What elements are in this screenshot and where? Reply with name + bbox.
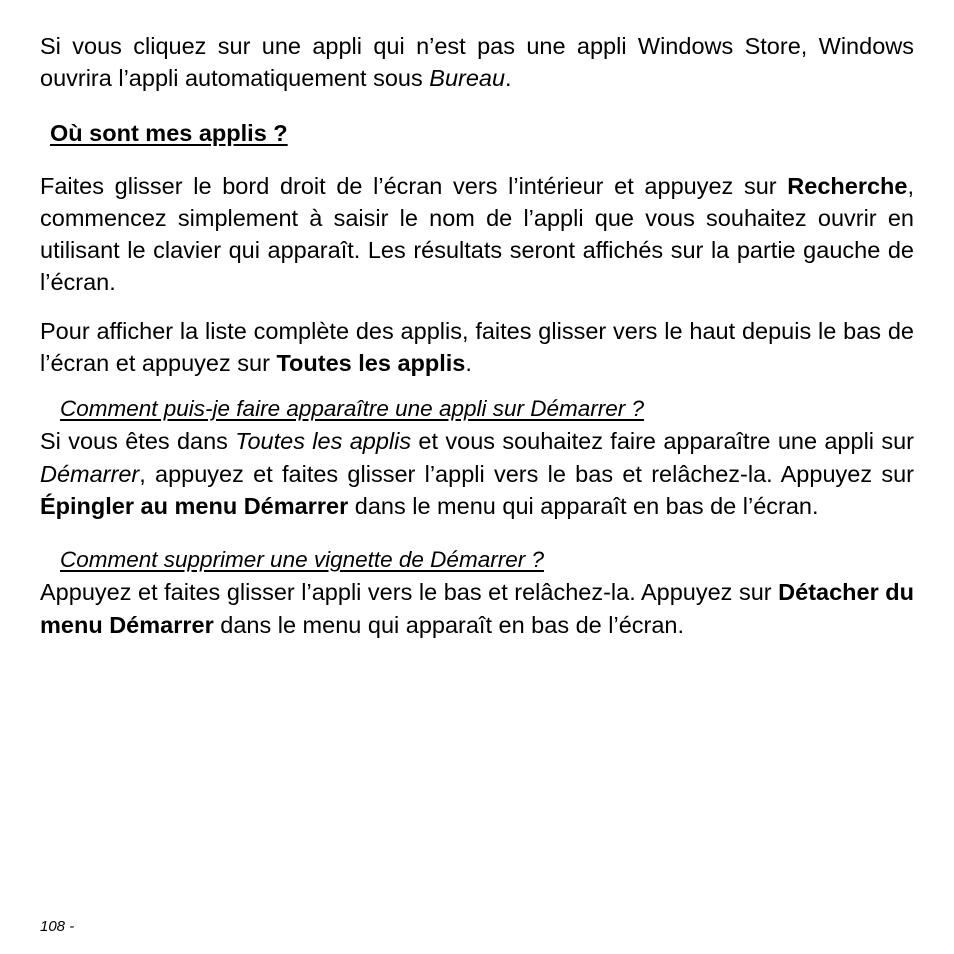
faq-question-2: Comment supprimer une vignette de Démarrer ? — [60, 547, 544, 573]
page-content — [40, 30, 914, 641]
section-paragraph-1: Faites glisser le bord droit de l’écran vers l’intérieur et appuyez sur Recherche, commencez simplement à saisir le nom de l’appli que vous souhaitez ouvrir en utilisant le clavier qui apparaît. Les résultats seront affichés sur la partie gauche de l’écran. — [40, 172, 914, 296]
faq-question-1: Comment puis-je faire apparaître une appli sur Démarrer ? — [60, 396, 645, 422]
detacher-term: Détacher du menu Démarrer — [40, 579, 914, 638]
intro-emphasis: Bureau — [429, 65, 506, 92]
section-heading: Où sont mes applis ? — [50, 119, 288, 146]
page-number: 108 - — [40, 918, 75, 935]
toutes-les-applis-term: Toutes les applis — [276, 350, 466, 377]
faq-answer-2: Appuyez et faites glisser l’appli vers le bas et relâchez-la. Appuyez sur Détacher du menu Démarrer dans le menu qui apparaît en bas de l’écran. — [40, 579, 914, 638]
intro-paragraph — [40, 30, 914, 95]
intro-text-2: . — [505, 65, 512, 92]
faq-answer-1: Si vous êtes dans Toutes les applis et vous souhaitez faire apparaître une appli sur Démarrer, appuyez et faites glisser l’appli vers le bas et relâchez-la. Appuyez sur Épingler au menu Démarrer dans le menu qui apparaît en bas de l’écran. — [40, 428, 914, 519]
section-paragraph-2: Pour afficher la liste complète des applis, faites glisser vers le haut depuis le bas de l’écran et appuyez sur Toutes les applis. — [40, 317, 914, 377]
recherche-term: Recherche — [787, 172, 908, 199]
epingler-term: Épingler au menu Démarrer — [40, 492, 349, 519]
intro-text-1: Si vous cliquez sur une appli qui n’est pas une appli Windows Store, Windows ouvrira l’appli automatiquement sous — [40, 33, 914, 92]
